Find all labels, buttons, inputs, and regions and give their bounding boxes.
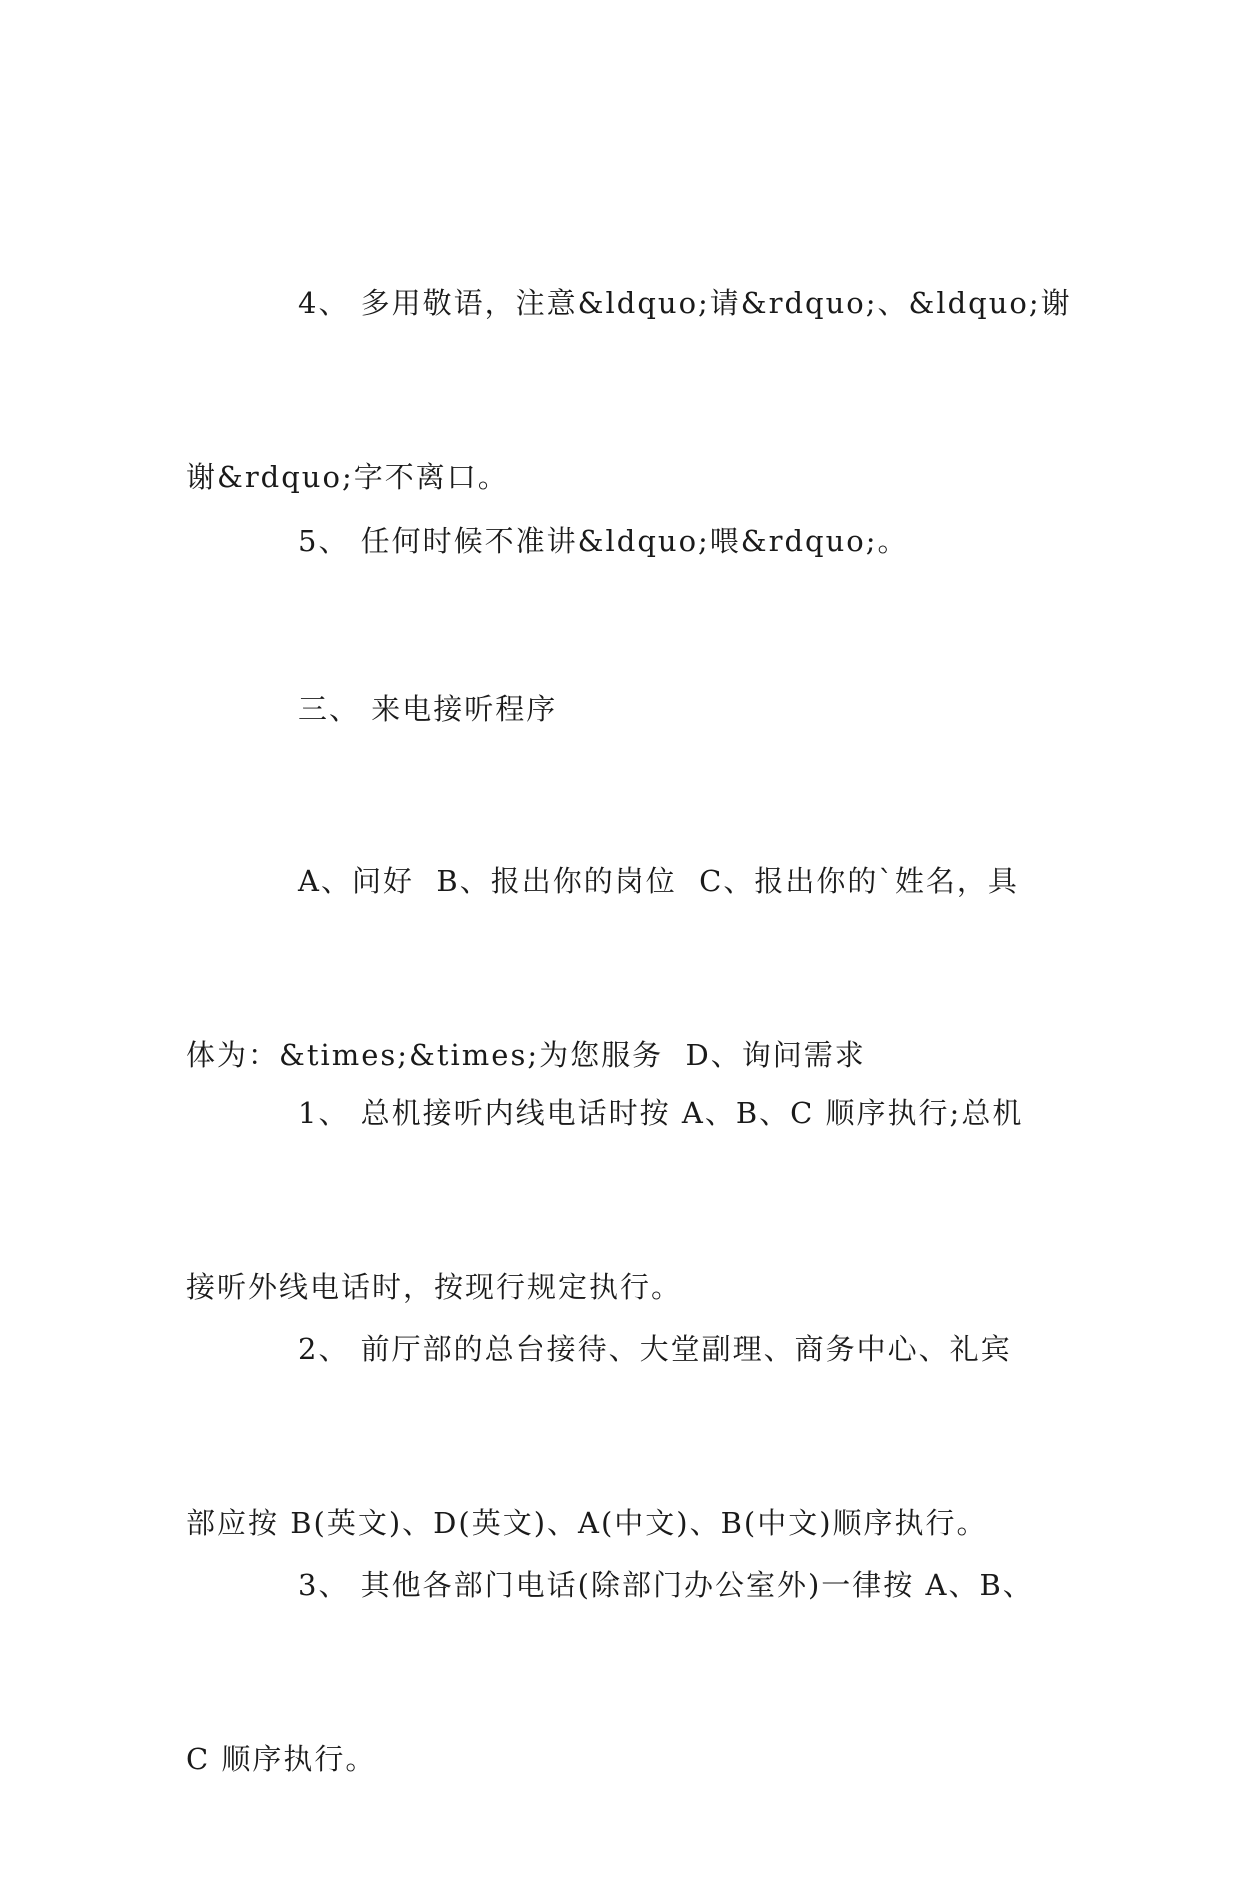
paragraph-line: 接听外线电话时，按现行规定执行。: [186, 1270, 683, 1304]
paragraph-line: 体为：&times;&times;为您服务 D、询问需求: [186, 1038, 866, 1072]
paragraph-line: 3、 其他各部门电话(除部门办公室外)一律按 A、B、: [298, 1568, 1034, 1602]
section-heading-text: 三、 来电接听程序: [298, 692, 558, 726]
paragraph-line: 部应按 B(英文)、D(英文)、A(中文)、B(中文)顺序执行。: [186, 1506, 988, 1540]
paragraph-line: 2、 前厅部的总台接待、大堂副理、商务中心、礼宾: [298, 1332, 1012, 1366]
paragraph-line: 5、 任何时候不准讲&ldquo;喂&rdquo;。: [298, 524, 909, 558]
paragraph-rule-3: [186, 1440, 1066, 1904]
paragraph-line: 4、 多用敬语，注意&ldquo;请&rdquo;、&ldquo;谢: [298, 286, 1072, 320]
paragraph-line: A、问好 B、报出你的岗位 C、报出你的`姓名，具: [298, 864, 1019, 898]
paragraph-line: 1、 总机接听内线电话时按 A、B、C 顺序执行;总机: [298, 1096, 1024, 1130]
paragraph-line: C 顺序执行。: [186, 1742, 377, 1776]
paragraph-line: 谢&rdquo;字不离口。: [186, 460, 509, 494]
